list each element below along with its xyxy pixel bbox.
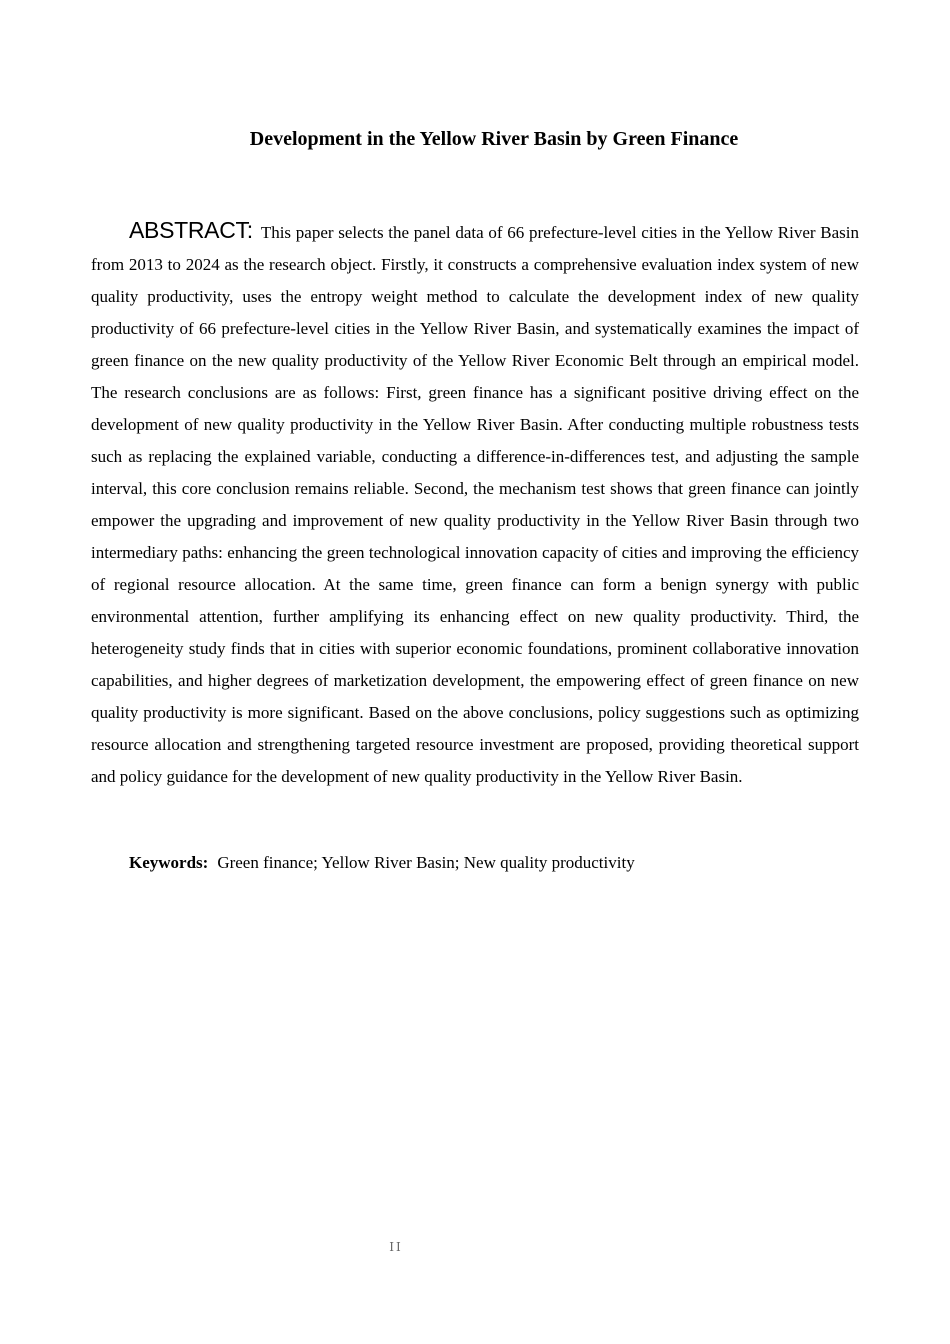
keywords-text: Green finance; Yellow River Basin; New quality productivity bbox=[217, 853, 635, 872]
keywords-line bbox=[129, 849, 859, 877]
page-title: Development in the Yellow River Basin by Green Finance bbox=[249, 128, 739, 150]
abstract-text: This paper selects the panel data of 66 prefecture-level cities in the Yellow River Basin from 2013 to 2024 as the research object. Firstly, it constructs a comprehensive evaluation index system of new quality productivity, uses the entropy weight method to calculate the development index of new quality productivity of 66 prefecture-level cities in the Yellow River Basin, and systematically examines the impact of green finance on the new quality productivity of the Yellow River Economic Belt through an empirical model. The research conclusions are as follows: First, green finance has a significant positive driving effect on the development of new quality productivity in the Yellow River Basin. After conducting multiple robustness tests such as replacing the explained variable, conducting a difference-in-differences test, and adjusting the sample interval, this core conclusion remains reliable. Second, the mechanism test shows that green finance can jointly empower the upgrading and improvement of new quality productivity in the Yellow River Basin through two intermediary paths: enhancing the green technological innovation capacity of cities and improving the efficiency of regional resource allocation. At the same time, green finance can form a benign synergy with public environmental attention, further amplifying its enhancing effect on new quality productivity. Third, the heterogeneity study finds that in cities with superior economic foundations, prominent collaborative innovation capabilities, and higher degrees of marketization development, the empowering effect of green finance on new quality productivity is more significant. Based on the above conclusions, policy suggestions such as optimizing resource allocation and strengthening targeted resource investment are proposed, providing theoretical support and policy guidance for the development of new quality productivity in the Yellow River Basin. bbox=[91, 223, 859, 786]
abstract-paragraph bbox=[91, 214, 859, 793]
abstract-label: ABSTRACT: bbox=[129, 217, 253, 243]
keywords-label: Keywords: bbox=[129, 853, 209, 872]
page-number: II bbox=[389, 1240, 403, 1254]
